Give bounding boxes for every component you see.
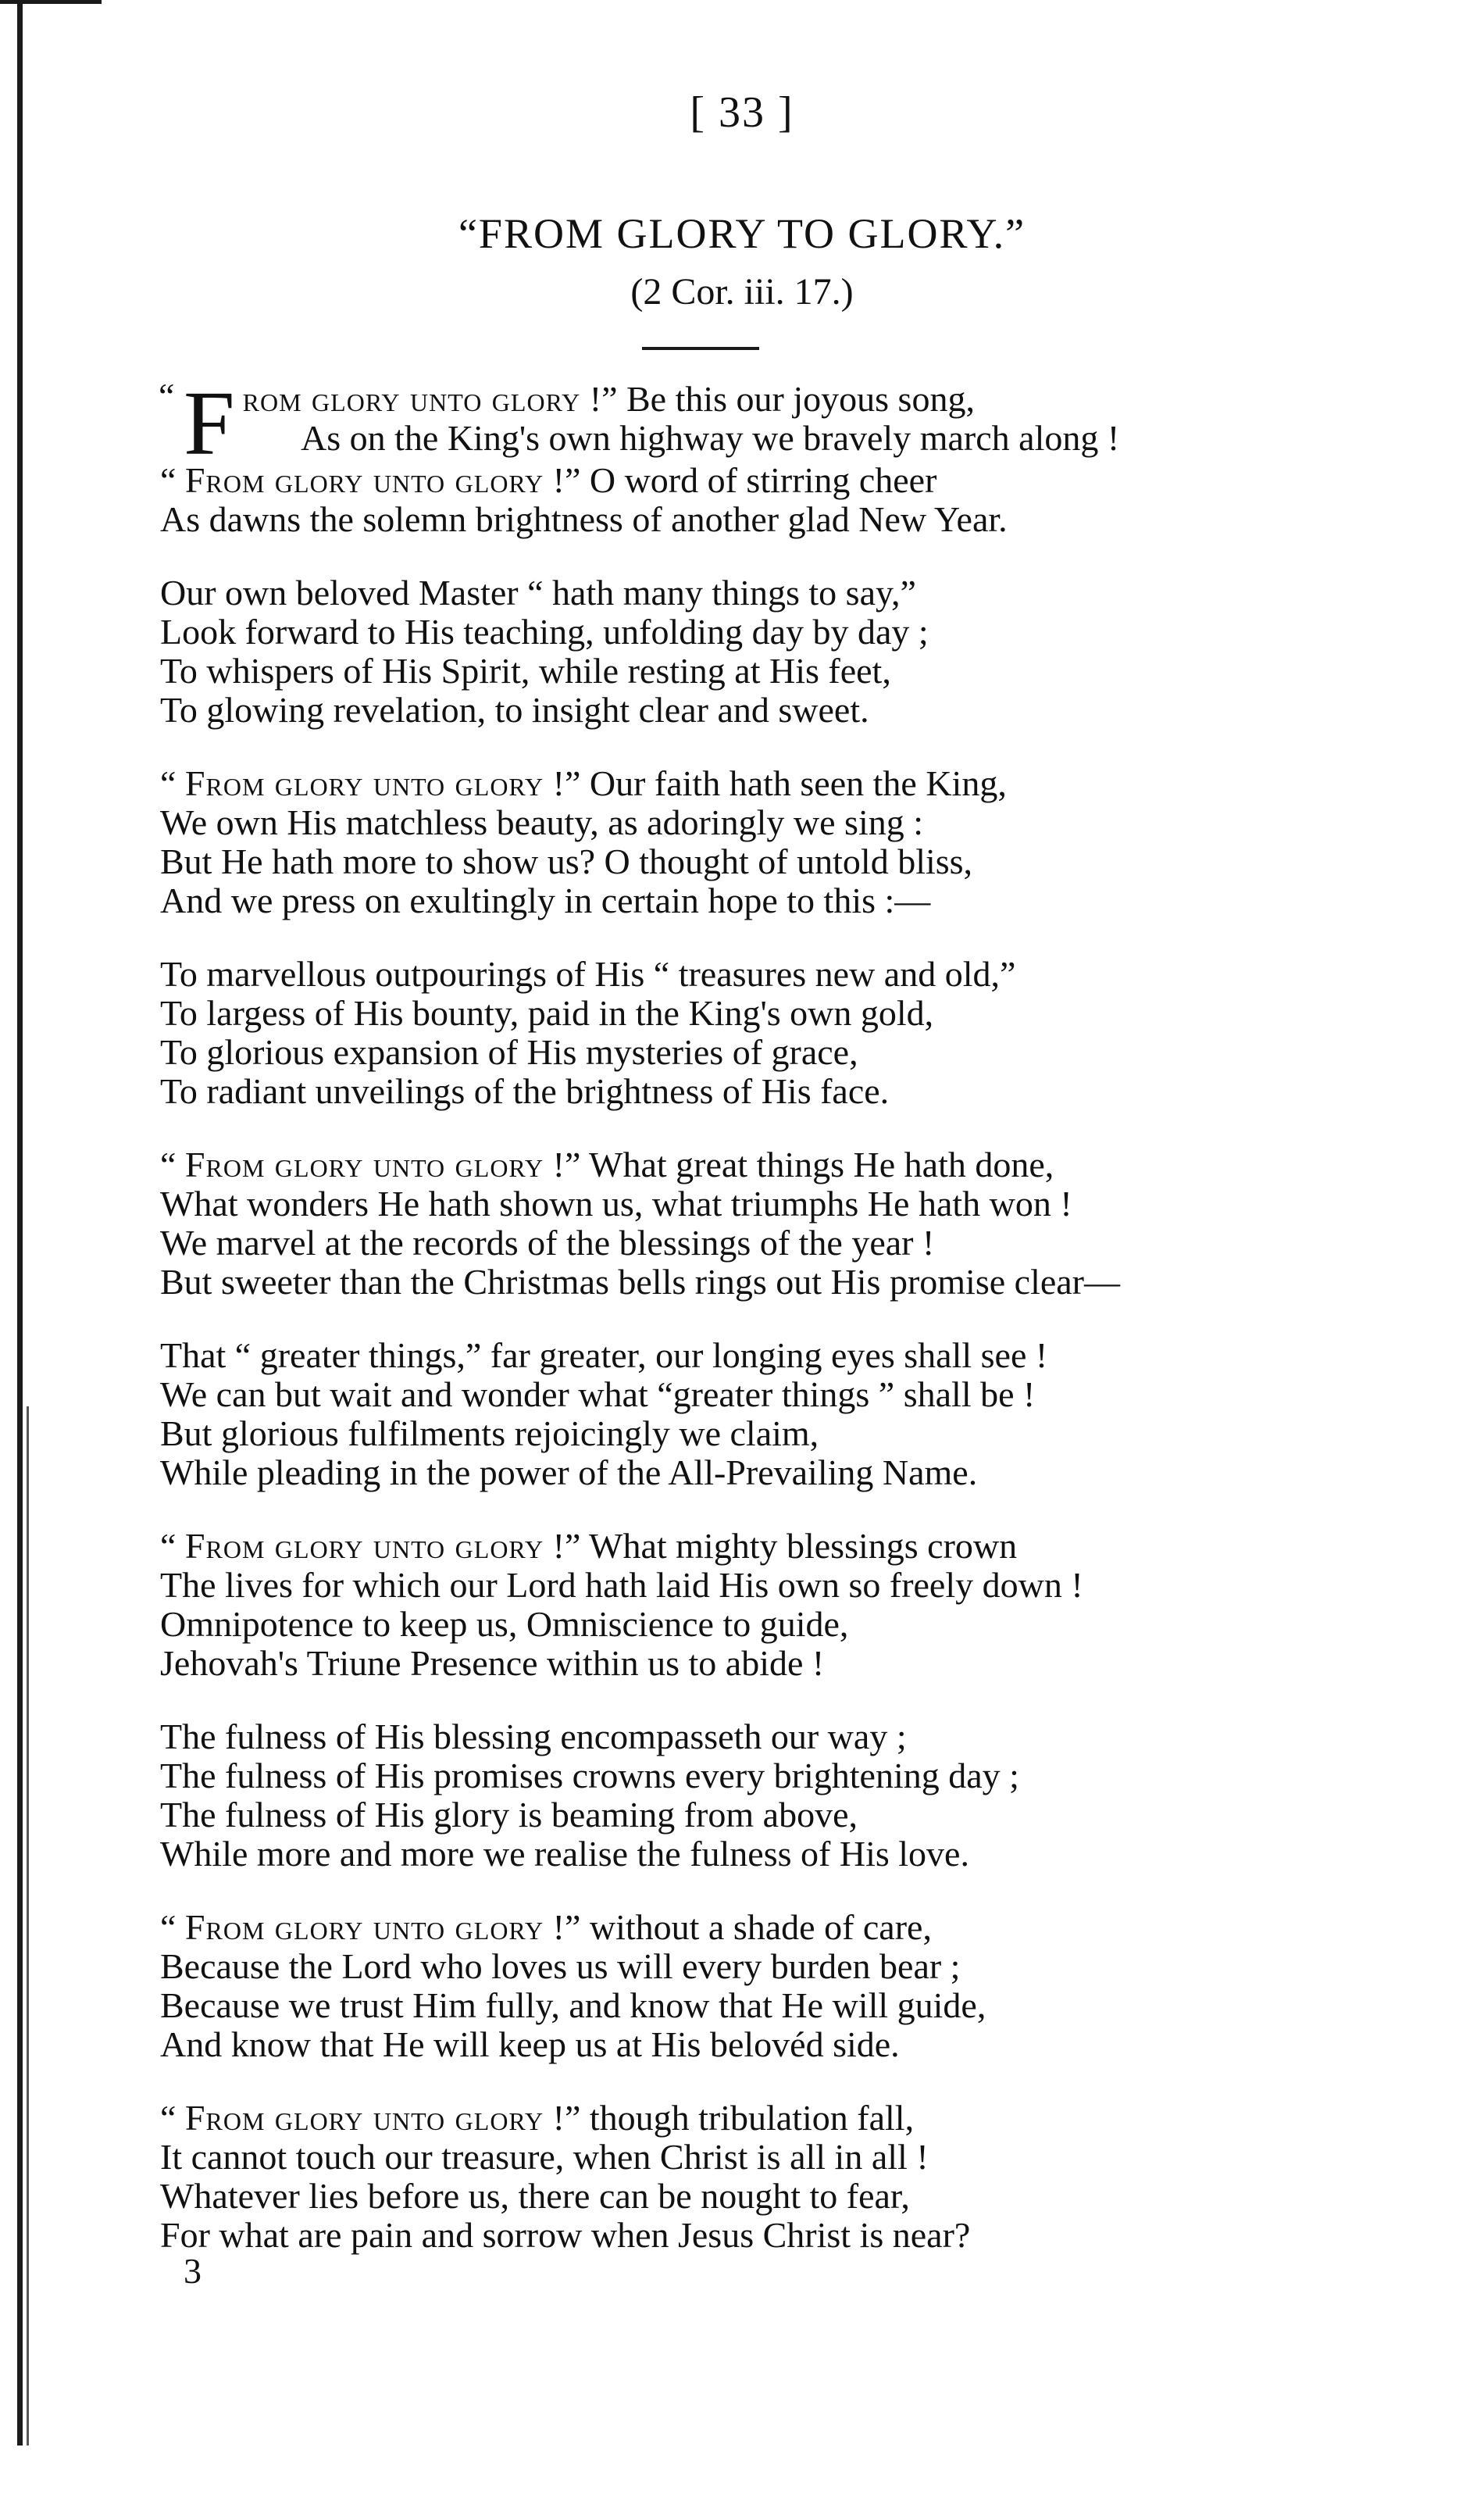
poem-line bbox=[160, 1527, 1457, 1566]
poem-line bbox=[160, 1947, 1457, 1986]
line-text: We own His matchless beauty, as adoringly we sing : bbox=[160, 802, 924, 842]
left-margin-rule-thin bbox=[27, 1406, 29, 2445]
stanza-10 bbox=[160, 2099, 1457, 2255]
poem-line bbox=[160, 2099, 1457, 2138]
left-margin-rule bbox=[17, 0, 23, 2445]
poem-line bbox=[160, 1072, 1457, 1111]
line-text: The fulness of His blessing encompasseth our way ; bbox=[160, 1717, 907, 1756]
poem-line: As on the King's own highway we bravely march along ! bbox=[301, 418, 1120, 458]
poem-line bbox=[160, 1145, 1457, 1184]
poem-line bbox=[160, 881, 1457, 920]
line-text: Look forward to His teaching, unfolding day by day ; bbox=[160, 612, 929, 652]
line-lead: “ bbox=[160, 1907, 185, 1947]
line-text: !” O word of stirring cheer bbox=[544, 460, 937, 500]
poem-line bbox=[160, 573, 1457, 613]
poem-line bbox=[160, 1986, 1457, 2025]
small-caps-refrain: From glory unto glory bbox=[184, 1145, 544, 1184]
poem-line bbox=[160, 613, 1457, 652]
line-text: Omnipotence to keep us, Omniscience to guide, bbox=[160, 1604, 849, 1644]
poem-line bbox=[160, 1414, 1457, 1453]
line-text: Because the Lord who loves us will every burden bear ; bbox=[160, 1946, 961, 1986]
drop-quote-mark: “ bbox=[159, 376, 175, 416]
poem-line bbox=[160, 764, 1457, 803]
stanza-1 bbox=[159, 372, 1457, 539]
poem-line bbox=[160, 1566, 1457, 1605]
small-caps-refrain: From glory unto glory bbox=[184, 1907, 544, 1947]
line-text: For what are pain and sorrow when Jesus Christ is near? bbox=[160, 2215, 971, 2255]
poem-line bbox=[160, 2177, 1457, 2216]
scripture-reference: (2 Cor. iii. 17.) bbox=[630, 271, 854, 313]
small-caps-refrain: rom glory unto glory bbox=[242, 379, 581, 419]
line-text: The lives for which our Lord hath laid His own so freely down ! bbox=[160, 1565, 1083, 1605]
poem-line bbox=[160, 691, 1457, 730]
poem-line bbox=[160, 380, 1457, 419]
line-text: While pleading in the power of the All-Prevailing Name. bbox=[160, 1452, 978, 1492]
signature-mark: 3 bbox=[184, 2251, 202, 2291]
page-number: [ 33 ] bbox=[690, 88, 794, 137]
stanza-9 bbox=[160, 1908, 1457, 2064]
line-text: The fulness of His glory is beaming from above, bbox=[160, 1795, 858, 1835]
line-text: !” What great things He hath done, bbox=[544, 1145, 1054, 1184]
line-text: To whispers of His Spirit, while resting at His feet, bbox=[160, 651, 891, 691]
poem-line bbox=[160, 803, 1457, 842]
line-text: And know that He will keep us at His belovéd side. bbox=[160, 2024, 900, 2064]
poem-line bbox=[160, 2138, 1457, 2177]
poem-line bbox=[160, 1835, 1457, 1874]
poem-title: “FROM GLORY TO GLORY.” bbox=[458, 210, 1026, 257]
poem-line bbox=[160, 1336, 1457, 1375]
poem-line bbox=[160, 1263, 1457, 1302]
line-lead: “ bbox=[160, 460, 185, 500]
poem-line bbox=[160, 461, 1457, 500]
poem-line bbox=[160, 1224, 1457, 1263]
line-lead: “ bbox=[160, 763, 185, 803]
title-divider bbox=[642, 347, 759, 350]
line-text: But He hath more to show us? O thought of untold bliss, bbox=[160, 841, 973, 881]
stanza-2 bbox=[160, 573, 1457, 730]
line-text: Jehovah's Triune Presence within us to abide ! bbox=[160, 1643, 825, 1683]
line-text: We marvel at the records of the blessings of the year ! bbox=[160, 1223, 935, 1263]
poem-line bbox=[160, 652, 1457, 691]
top-border-rule bbox=[0, 0, 102, 4]
line-text: To glowing revelation, to insight clear and sweet. bbox=[160, 690, 869, 730]
line-text: While more and more we realise the fulness of His love. bbox=[160, 1834, 969, 1874]
line-text: But glorious fulfilments rejoicingly we claim, bbox=[160, 1413, 819, 1453]
poem-line bbox=[160, 842, 1457, 881]
poem-line bbox=[160, 1453, 1457, 1492]
line-text: !” What mighty blessings crown bbox=[544, 1526, 1018, 1566]
small-caps-refrain: From glory unto glory bbox=[184, 2098, 544, 2138]
poem-line bbox=[160, 1795, 1457, 1835]
line-text: And we press on exultingly in certain hope to this :— bbox=[160, 881, 931, 920]
line-text: !” without a shade of care, bbox=[544, 1907, 932, 1947]
line-text: That “ greater things,” far greater, our longing eyes shall see ! bbox=[160, 1335, 1048, 1375]
stanza-list bbox=[160, 573, 1457, 2255]
stanza-8 bbox=[160, 1717, 1457, 1874]
poem-line bbox=[160, 1033, 1457, 1072]
line-text: To largess of His bounty, paid in the King's own gold, bbox=[160, 993, 934, 1033]
stanza-5 bbox=[160, 1145, 1457, 1302]
poem-line bbox=[160, 1375, 1457, 1414]
stanza-6 bbox=[160, 1336, 1457, 1492]
stanza-7 bbox=[160, 1527, 1457, 1683]
small-caps-refrain: From glory unto glory bbox=[184, 460, 544, 500]
line-text: To marvellous outpourings of His “ treasures new and old,” bbox=[160, 954, 1016, 994]
poem-line bbox=[160, 994, 1457, 1033]
line-text: !” Our faith hath seen the King, bbox=[544, 763, 1007, 803]
line-lead: “ bbox=[160, 1526, 185, 1566]
stanza-3 bbox=[160, 764, 1457, 920]
line-lead: “ bbox=[160, 2098, 185, 2138]
line-text: Our own beloved Master “ hath many things to say,” bbox=[160, 573, 916, 613]
small-caps-refrain: From glory unto glory bbox=[184, 1526, 544, 1566]
line-text: It cannot touch our treasure, when Christ is all in all ! bbox=[160, 2137, 929, 2177]
poem-line: As dawns the solemn brightness of another glad New Year. bbox=[160, 499, 1008, 539]
stanza-4 bbox=[160, 955, 1457, 1111]
line-text: To radiant unveilings of the brightness of His face. bbox=[160, 1071, 890, 1111]
line-text: Whatever lies before us, there can be nought to fear, bbox=[160, 2176, 910, 2216]
poem-line bbox=[160, 1717, 1457, 1756]
line-text: !” though tribulation fall, bbox=[544, 2098, 915, 2138]
line-text: Because we trust Him fully, and know that He will guide, bbox=[160, 1985, 986, 2025]
poem-line bbox=[160, 1756, 1457, 1795]
line-text: The fulness of His promises crowns every brightening day ; bbox=[160, 1756, 1019, 1795]
line-text: What wonders He hath shown us, what triumphs He hath won ! bbox=[160, 1184, 1072, 1224]
drop-cap-letter: F bbox=[184, 372, 235, 474]
poem-line bbox=[160, 2216, 1457, 2255]
poem-line bbox=[160, 1605, 1457, 1644]
poem-line bbox=[160, 955, 1457, 994]
poem-line bbox=[160, 1908, 1457, 1947]
poem-line bbox=[160, 1184, 1457, 1224]
poem-line bbox=[160, 2025, 1457, 2064]
line-text: !” Be this our joyous song, bbox=[580, 379, 975, 419]
poem-body bbox=[159, 372, 1457, 2289]
line-text: But sweeter than the Christmas bells rings out His promise clear— bbox=[160, 1262, 1120, 1302]
line-lead: “ bbox=[160, 1145, 185, 1184]
line-text: To glorious expansion of His mysteries of grace, bbox=[160, 1032, 858, 1072]
line-text: We can but wait and wonder what “greater things ” shall be ! bbox=[160, 1374, 1036, 1414]
poem-line bbox=[160, 1644, 1457, 1683]
small-caps-refrain: From glory unto glory bbox=[184, 763, 544, 803]
